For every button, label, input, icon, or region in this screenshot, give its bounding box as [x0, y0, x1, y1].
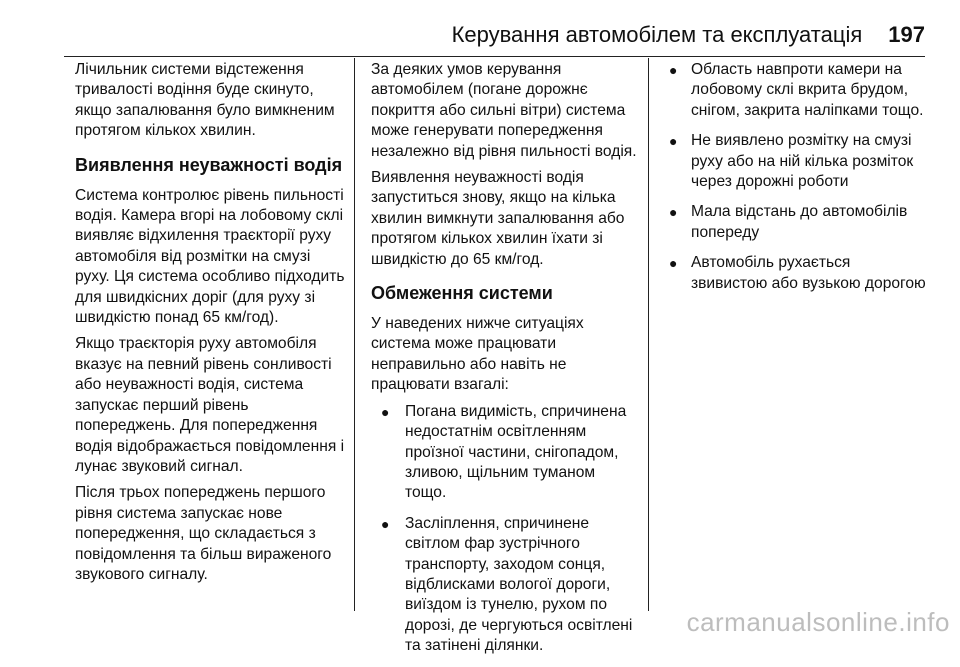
list-item-text: Мала відстань до автомобілів попереду	[691, 203, 908, 241]
bullet-icon: ●	[381, 403, 390, 420]
list-item-text: Засліплення, спричинене світлом фар зустрічного транспорту, заходом сонця, відблисками вологої дороги, виїздом із тунелю, рухом по дорозі, де чергуються освітлені та затінені ділянки.	[405, 514, 633, 655]
column-2	[371, 60, 637, 667]
watermark: carmanualsonline.info	[686, 607, 950, 637]
paragraph: Система контролює рівень пильності водія. Камера вгорі на лобовому склі виявляє відхилення траєкторії руху автомобіля від розмітки на смузі руху. Ця система особливо підходить для швидкісних доріг (для руху зі швидкістю понад 65 км/год).	[75, 186, 345, 327]
list-item	[665, 202, 927, 243]
paragraph: Виявлення неуважності водія запуститься знову, якщо на кілька хвилин вимкнути запалювання або протягом кількох хвилин їхати зі швидкістю до 65 км/год.	[371, 169, 625, 268]
list-item-text: Не виявлено розмітку на смузі руху або на ній кілька розміток через дорожні роботи	[691, 132, 914, 191]
paragraph: У наведених нижче ситуаціях система може працювати неправильно або навіть не працювати взагалі:	[371, 315, 584, 394]
column-divider	[354, 58, 355, 611]
bullet-icon: ●	[669, 255, 678, 272]
bullet-icon: ●	[669, 62, 678, 78]
list-item-text: Погана видимість, спричинена недостатнім освітленням проїзної частини, снігопадом, зливою, щільним туманом тощо.	[405, 402, 627, 502]
list-item	[665, 131, 927, 192]
bullet-icon: ●	[381, 515, 390, 532]
list-item-text: Область навпроти камери на лобовому склі вкрита брудом, снігом, закрита наліпками тощо.	[691, 61, 924, 119]
paragraph: Лічильник системи відстеження тривалості водіння буде скинуто, якщо запалювання було вимкненим протягом кількох хвилин.	[75, 61, 335, 140]
bullet-icon: ●	[669, 204, 678, 221]
header-rule	[64, 56, 925, 57]
list-item	[371, 514, 637, 657]
paragraph: Якщо траєкторія руху автомобіля вказує на певний рівень сонливості або неуважності водія, система запускає перший рівень попереджень. Для попередження водія відображається повідомлення і лунає звуковий сигнал.	[75, 335, 345, 475]
list-item	[665, 60, 927, 121]
list-item-text: Автомобіль рухається звивистою або вузькою дорогою	[691, 254, 926, 292]
list-item	[371, 402, 637, 504]
column-3	[665, 60, 927, 304]
paragraph: Після трьох попереджень першого рівня система запускає нове попередження, що складається з повідомлення та більш вираженого звукового сигналу.	[75, 484, 332, 583]
list-item	[665, 253, 927, 294]
column-1	[75, 60, 345, 591]
bullet-list	[665, 60, 927, 294]
section-heading: Обмеження системи	[371, 283, 553, 304]
paragraph: За деяких умов керування автомобілем (погане дорожнє покриття або сильні вітри) система може генерувати попередження незалежно від рівня пильності водія.	[371, 61, 637, 160]
section-heading: Виявлення неуважності водія	[75, 154, 343, 175]
page-title: Керування автомобілем та експлуатація	[451, 22, 863, 47]
page-number: 197	[888, 22, 925, 47]
bullet-icon: ●	[669, 133, 678, 150]
page-header	[64, 22, 925, 54]
bullet-list	[371, 402, 637, 657]
column-divider	[648, 58, 649, 611]
